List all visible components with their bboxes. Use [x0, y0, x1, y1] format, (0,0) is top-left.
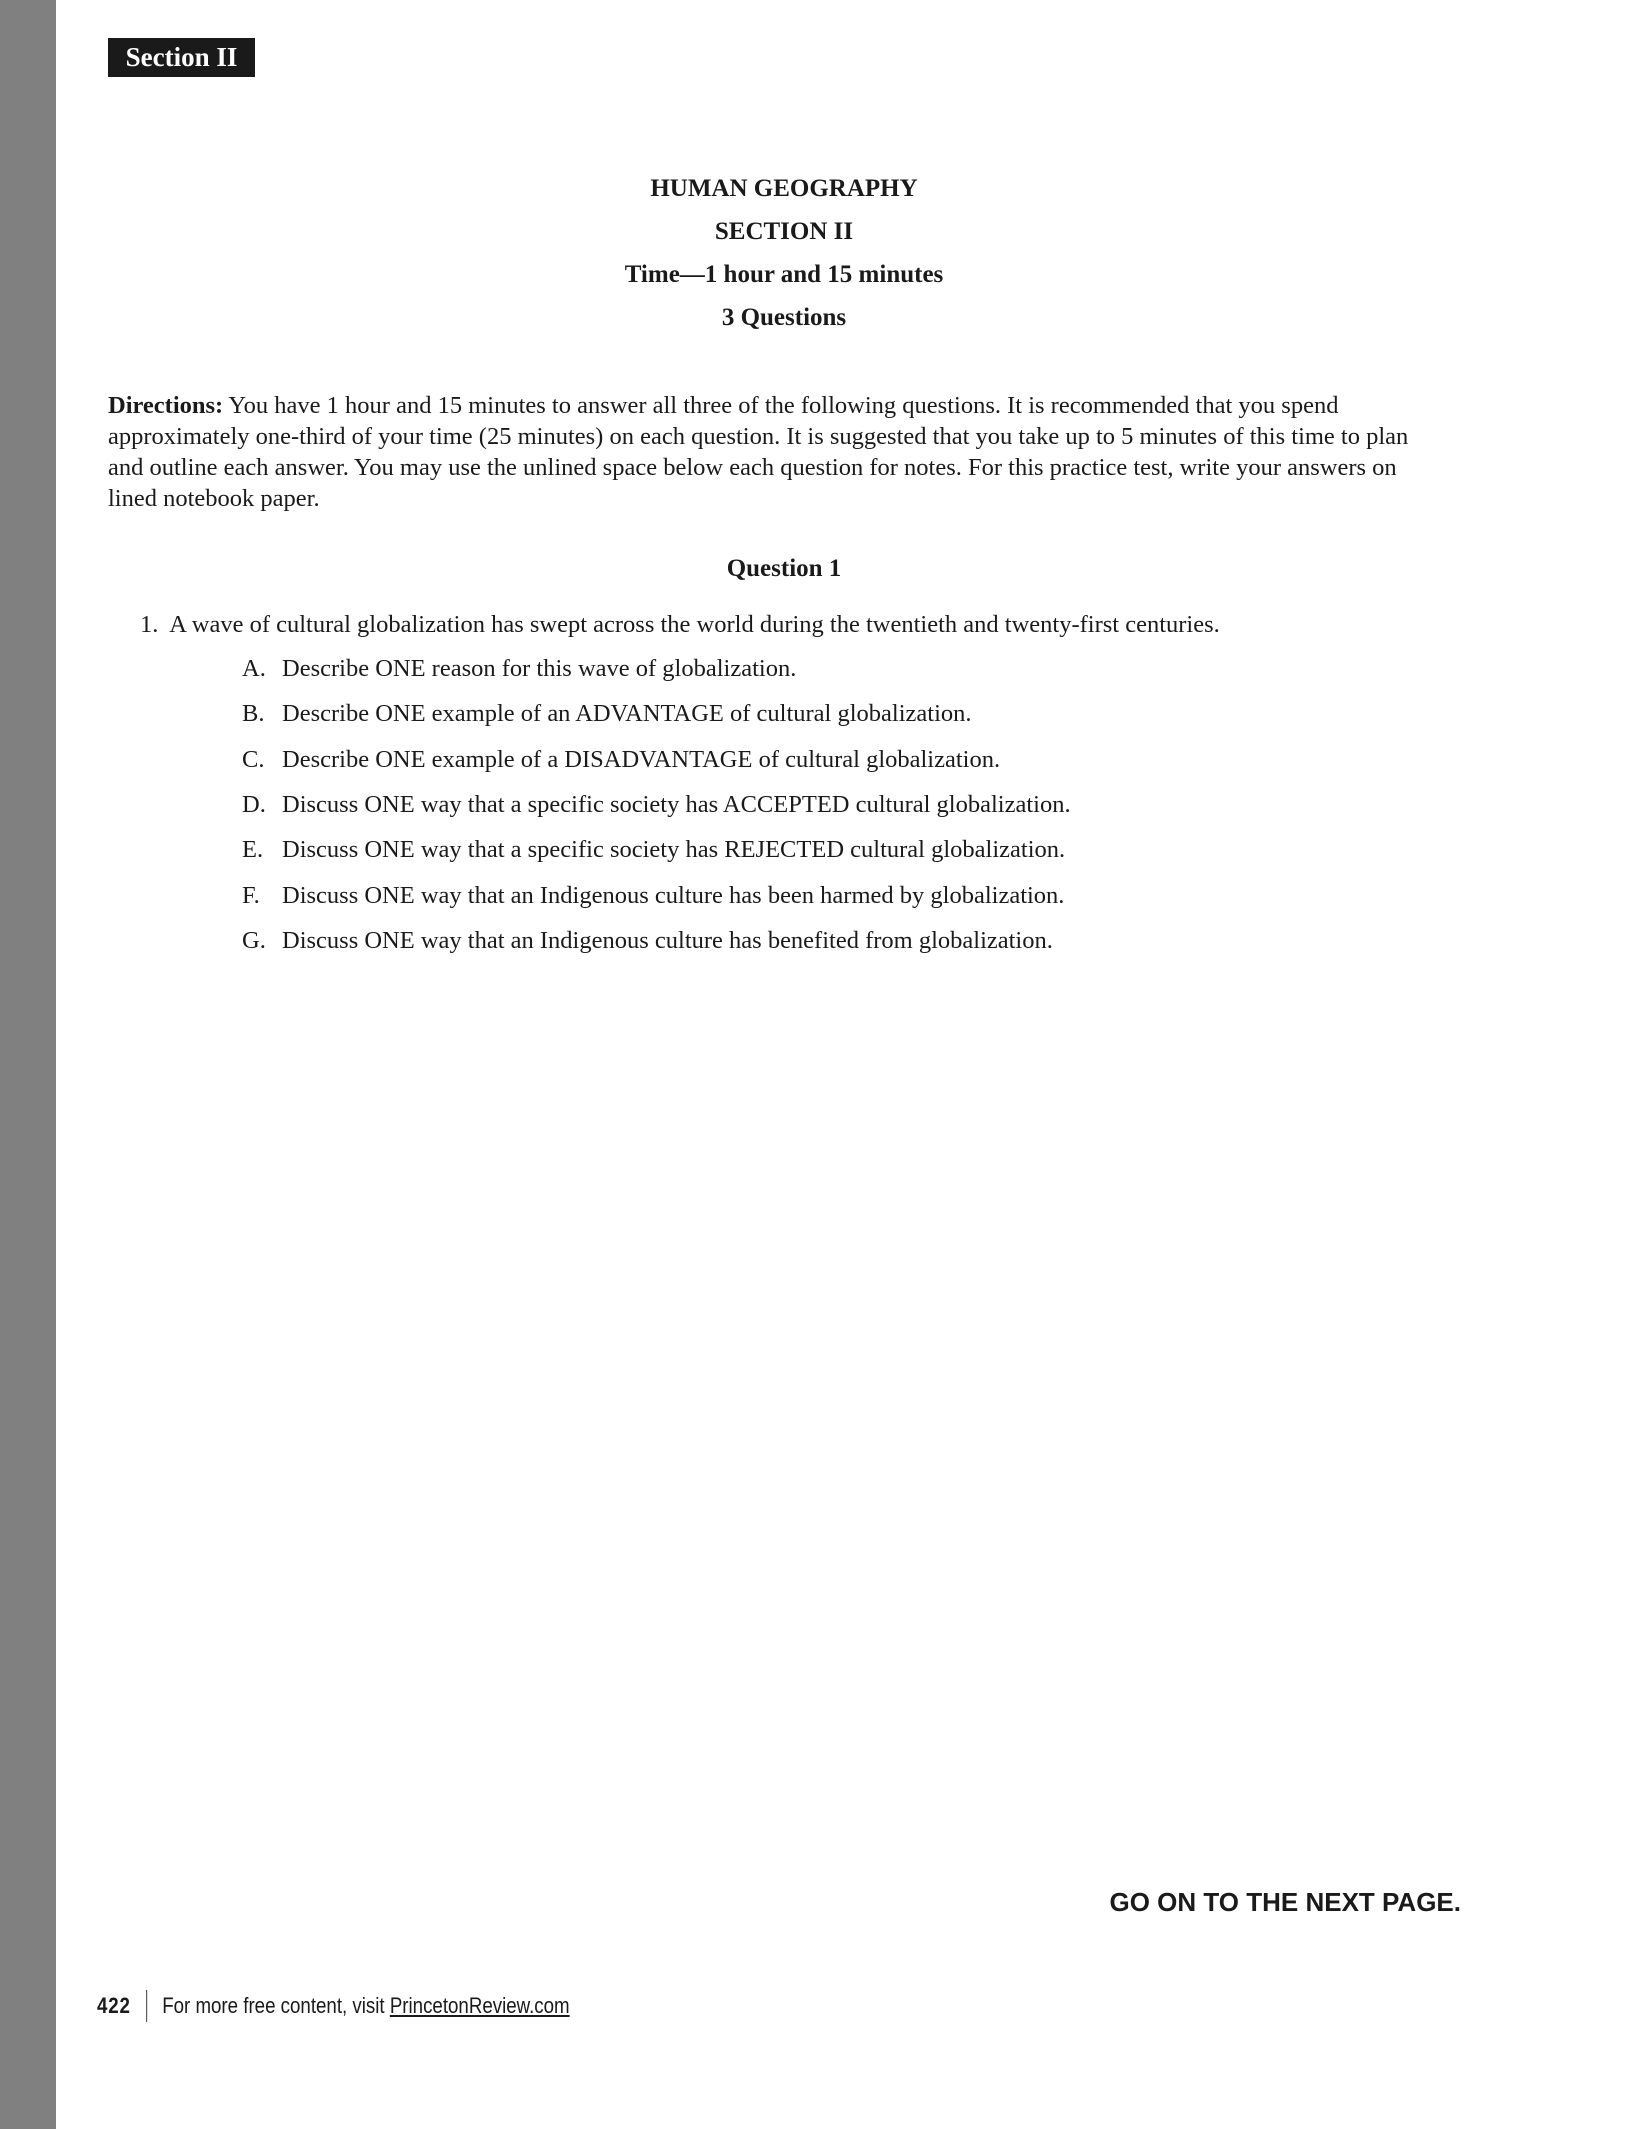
question-part	[242, 836, 1065, 864]
question-part	[242, 791, 1071, 819]
part-text: Discuss ONE way that an Indigenous culture has been harmed by globalization.	[282, 881, 1065, 909]
time-limit: Time—1 hour and 15 minutes	[624, 261, 944, 288]
footer-divider	[146, 1990, 147, 2022]
section-title: SECTION II	[714, 218, 854, 245]
part-letter: D.	[242, 790, 266, 818]
footer-link[interactable]: PrincetonReview.com	[389, 1993, 570, 2018]
question-stem-text: A wave of cultural globalization has swept across the world during the twentieth and twenty-first centuries.	[169, 611, 1220, 638]
question-count: 3 Questions	[721, 304, 847, 331]
question-part	[242, 746, 1000, 774]
section-badge: Section II	[108, 38, 255, 77]
part-text: Discuss ONE way that an Indigenous culture has benefited from globalization.	[282, 926, 1053, 954]
part-letter: B.	[242, 700, 265, 728]
question-number: 1.	[140, 611, 159, 638]
question-part	[242, 655, 796, 683]
question-part	[242, 700, 972, 728]
next-page-notice: GO ON TO THE NEXT PAGE.	[1109, 1887, 1461, 1917]
question-part	[242, 882, 1064, 910]
part-text: Describe ONE reason for this wave of globalization.	[282, 655, 797, 682]
question-stem	[140, 611, 1220, 639]
part-text: Describe ONE example of a DISADVANTAGE of cultural globalization.	[282, 745, 1001, 773]
question-part	[242, 927, 1053, 955]
footer	[97, 1990, 570, 2022]
exam-title: HUMAN GEOGRAPHY	[650, 175, 918, 202]
directions-label: Directions:	[108, 392, 224, 419]
part-letter: C.	[242, 745, 265, 773]
page-number: 422	[97, 1993, 131, 2018]
part-letter: A.	[242, 655, 266, 682]
part-letter: F.	[242, 881, 260, 909]
part-letter: G.	[242, 926, 266, 954]
footer-text: For more free content, visit	[162, 1993, 385, 2018]
directions-text: You have 1 hour and 15 minutes to answer all three of the following questions. It is recommended that you spend approximately one-third of your time (25 minutes) on each question. It is suggested that you take up to 5 minutes of this time to plan and outline each answer. You may use the unlined space below each question for notes. For this practice test, write your answers on lined notebook paper.	[108, 392, 1409, 512]
part-letter: E.	[242, 836, 264, 864]
part-text: Discuss ONE way that a specific society has ACCEPTED cultural globalization.	[282, 790, 1071, 818]
question-heading: Question 1	[726, 555, 842, 582]
part-text: Describe ONE example of an ADVANTAGE of cultural globalization.	[282, 700, 972, 728]
directions	[108, 390, 1418, 514]
part-text: Discuss ONE way that a specific society has REJECTED cultural globalization.	[282, 836, 1066, 864]
